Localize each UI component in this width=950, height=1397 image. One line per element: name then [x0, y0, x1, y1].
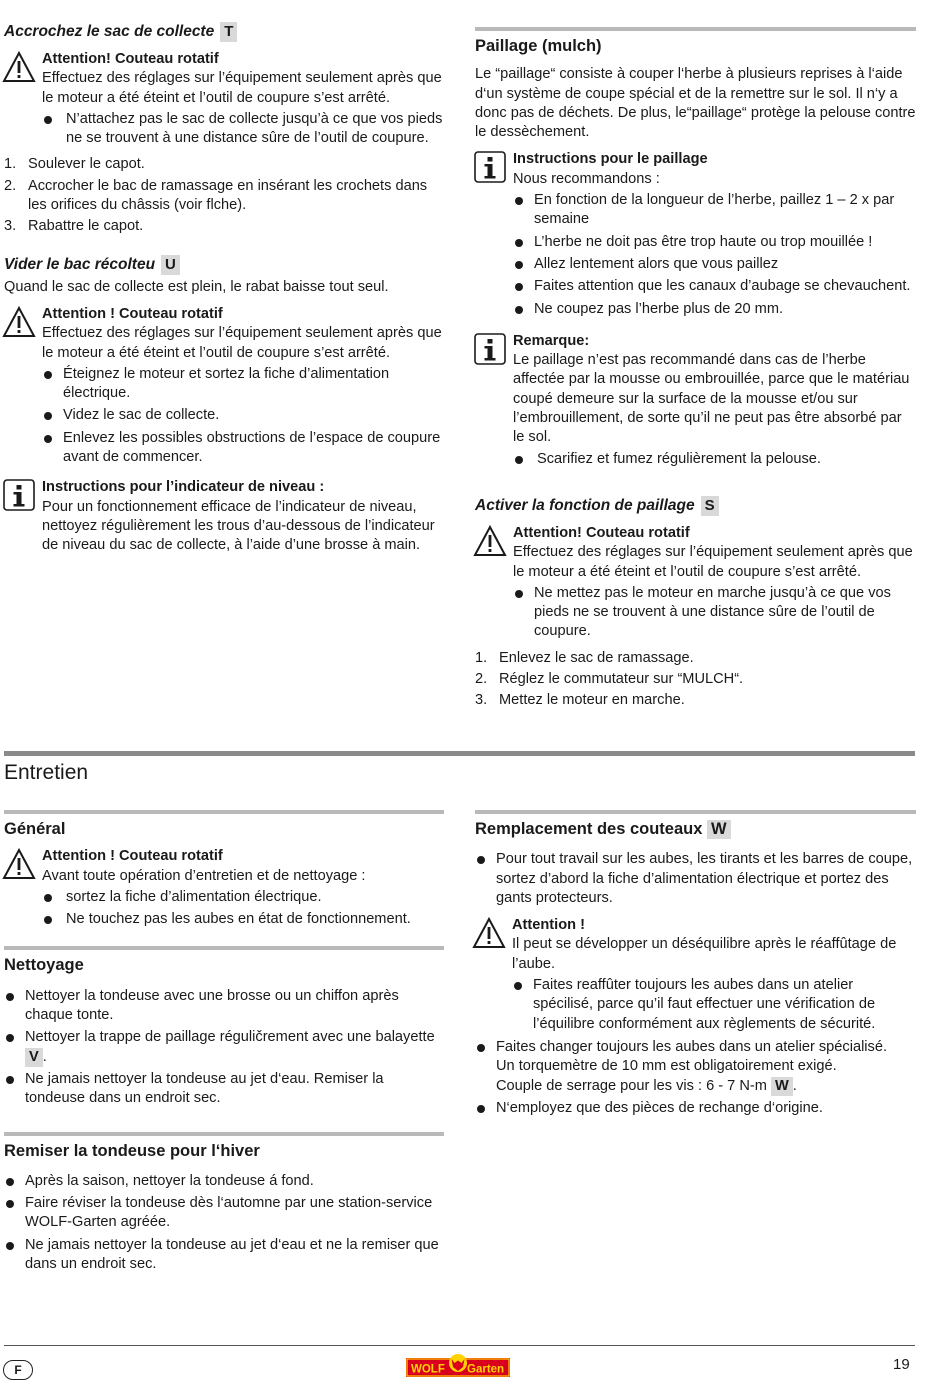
list-item: Faites reaffûter toujours les aubes dans un atelier spécilisé, parce qu’il faut effectuer une vérification de l’équilibre conformément aux règlements de sécurité.: [512, 976, 916, 1034]
note-text: Effectuez des réglages sur l’équipement seulement après que le moteur a été éteint et l’outil de coupure s’est arrêté.: [42, 325, 442, 361]
list-item: L’herbe ne doit pas être trop haute ou trop mouillée !: [513, 233, 916, 252]
warning-triangle-icon: [473, 524, 507, 558]
chapter-title: Entretien: [4, 761, 89, 784]
note-title: Attention ! Couteau rotatif: [42, 305, 223, 322]
chapter-header: [4, 751, 915, 782]
left-column-bottom: [4, 810, 444, 1277]
list-item: 3. Mettez le moteur en marche.: [475, 692, 685, 709]
note-text: Effectuez des réglages sur l’équipement seulement après que le moteur a été éteint et l’outil de coupure s’est arrêté.: [42, 70, 442, 106]
list-item: Videz le sac de collecte.: [42, 406, 444, 425]
intro-text: Quand le sac de collecte est plein, le rabat baisse tout seul.: [4, 278, 389, 295]
section-heading-activate-mulch: Activer la fonction de paillage S: [475, 496, 916, 516]
remark-note: [475, 332, 916, 472]
list-item: sortez la fiche d’alimentation électrique.: [42, 888, 444, 907]
blades-list: [475, 850, 916, 908]
section-winter: [4, 1132, 444, 1161]
section-cleaning: [4, 946, 444, 975]
note-text: Le paillage n’est pas recommandé dans cas de l’herbe affectée par la mousse ou embrouillée, parce que le matériau coupé demeure sur la surface de la mousse et/ou sur l’embrouillement, de sorte qu’il ne peut pas être absorbé par le sol.: [513, 352, 910, 446]
note-bullets: [42, 888, 444, 930]
list-item: Ne coupez pas l’herbe plus de 20 mm.: [513, 300, 916, 319]
winter-list: [4, 1172, 444, 1274]
note-title: Attention! Couteau rotatif: [513, 524, 690, 541]
section-heading-cleaning: Nettoyage: [4, 956, 84, 975]
list-item: Faites changer toujours les aubes dans un atelier spécialisé. Un torquemètre de 10 mm est obligatoirement exigé. Couple de serrage pour les vis : 6 - 7 N-m W .: [475, 1038, 916, 1096]
list-item: 3. Rabattre le capot.: [4, 218, 144, 235]
left-column-top: [4, 22, 444, 556]
list-item: 1. Enlevez le sac de ramassage.: [475, 649, 694, 666]
section-heading-general: Général: [4, 820, 66, 838]
info-icon: [473, 150, 507, 184]
section-heading-empty-bag: Vider le bac récolteu U: [4, 255, 444, 275]
right-column-top: [475, 27, 916, 713]
figure-tag: V: [25, 1048, 43, 1067]
note-text: Effectuez des réglages sur l’équipement seulement après que le moteur a été éteint et l’outil de coupure s’est arrêté.: [513, 544, 913, 580]
note-title: Attention ! Couteau rotatif: [42, 848, 223, 865]
list-item: Nettoyer la tondeuse avec une brosse ou un chiffon après chaque tonte.: [4, 987, 444, 1026]
info-icon: [2, 478, 36, 512]
language-badge: F: [3, 1360, 33, 1380]
section-general: [4, 810, 444, 839]
section-heading-attach-bag: Accrochez le sac de collecte T: [4, 22, 444, 42]
note-bullets: [513, 191, 916, 319]
figure-tag: T: [220, 22, 237, 42]
warning-note: [475, 524, 916, 645]
section-heading-winter: Remiser la tondeuse pour l‘hiver: [4, 1141, 260, 1160]
note-title: Attention! Couteau rotatif: [42, 51, 219, 67]
cleaning-list: [4, 987, 444, 1109]
warning-triangle-icon: [2, 50, 36, 84]
note-bullets: [42, 110, 444, 149]
logo-garten-text: Garten: [467, 1363, 505, 1376]
list-item: Faites attention que les canaux d’aubage se chevauchent.: [513, 277, 916, 296]
list-item: Ne jamais nettoyer la tondeuse au jet d‘eau et ne la remiser que dans un endroit sec.: [4, 1236, 444, 1275]
figure-tag: W: [707, 820, 731, 839]
intro-text: Le “paillage“ consiste à couper l‘herbe à plusieurs reprises à l‘aide d‘un système de coupe spécial et de la remettre sur le sol. Il n‘y a donc pas de déchets. De plus, le“paillage“ protège la pelouse contre le dessèchement.: [475, 66, 916, 141]
list-item: Ne touchez pas les aubes en état de fonctionnement.: [42, 910, 444, 929]
list-item: Scarifiez et fumez régulièrement la pelouse.: [513, 450, 916, 469]
footer-rule: [4, 1345, 915, 1346]
section-heading-blades: Remplacement des couteaux W: [475, 820, 916, 839]
note-title: Remarque:: [513, 332, 590, 349]
note-text: Pour un fonctionnement efficace de l’indicateur de niveau, nettoyez régulièrement les trous d’au-dessous de l’indicateur de niveau du sac de collecte, à l’aide d’une brosse à main.: [42, 498, 435, 554]
figure-tag: U: [161, 255, 180, 275]
wolf-garten-logo: [406, 1354, 510, 1380]
warning-note: [4, 305, 444, 470]
note-bullets: [513, 584, 916, 642]
page-number: 19: [893, 1356, 910, 1373]
note-text: Il peut se développer un déséquilibre après le réaffûtage de l’aube.: [512, 936, 897, 972]
right-column-bottom: [475, 810, 916, 1121]
list-item: En fonction de la longueur de l’herbe, paillez 1 – 2 x par semaine: [513, 191, 916, 230]
note-bullets: [42, 365, 444, 467]
list-item: Ne jamais nettoyer la tondeuse au jet d‘eau. Remiser la tondeuse dans un endroit sec.: [4, 1070, 444, 1109]
list-item: Nettoyer la trappe de paillage réguličrement avec une balayette V .: [4, 1028, 444, 1067]
steps-list: [475, 649, 916, 711]
steps-list: [4, 155, 444, 236]
note-text: Avant toute opération d’entretien et de nettoyage :: [42, 867, 366, 884]
list-item: 2. Réglez le commutateur sur “MULCH“.: [475, 671, 744, 688]
warning-triangle-icon: [2, 847, 36, 881]
section-heading-mulch: Paillage (mulch): [475, 37, 602, 55]
warning-triangle-icon: [472, 916, 506, 950]
list-item: Faire réviser la tondeuse dès l‘automne par une station-service WOLF-Garten agréée.: [4, 1194, 444, 1233]
figure-tag: W: [771, 1077, 793, 1096]
list-item: 2. Accrocher le bac de ramassage en insérant les crochets dans les orifices du châssis (voir flche).: [4, 177, 428, 214]
list-item: Enlevez les possibles obstructions de l’espace de coupure avant de commencer.: [42, 429, 444, 468]
info-note: [475, 150, 916, 321]
note-title: Instructions pour le paillage: [513, 151, 708, 168]
blades-list-2: [475, 1038, 916, 1118]
logo-wolf-text: WOLF: [411, 1363, 445, 1376]
note-text: Nous recommandons :: [513, 170, 660, 187]
figure-tag: S: [701, 496, 719, 516]
note-bullets: [513, 450, 916, 469]
list-item: Après la saison, nettoyer la tondeuse á fond.: [4, 1172, 444, 1191]
warning-note: [4, 50, 444, 151]
warning-note: [474, 916, 916, 1037]
note-title: Instructions pour l’indicateur de niveau :: [42, 479, 325, 496]
list-item: 1. Soulever le capot.: [4, 156, 145, 173]
list-item: N’attachez pas le sac de collecte jusqu’à ce que vos pieds ne se trouvent à une distance sûre de l’outil de coupure.: [42, 110, 444, 149]
section-mulch: [475, 27, 916, 56]
warning-note: [4, 847, 444, 932]
list-item: Pour tout travail sur les aubes, les tirants et les barres de coupe, sortez d’abord la fiche d’alimentation électrique et portez des gants protecteurs.: [475, 850, 916, 908]
list-item: Allez lentement alors que vous paillez: [513, 255, 916, 274]
info-note: [4, 478, 444, 555]
info-icon: [473, 332, 507, 366]
note-bullets: [512, 976, 916, 1034]
note-title: Attention !: [512, 917, 585, 934]
list-item: N‘employez que des pièces de rechange d‘origine.: [475, 1099, 916, 1118]
list-item: Éteignez le moteur et sortez la fiche d’alimentation électrique.: [42, 365, 444, 404]
warning-triangle-icon: [2, 305, 36, 339]
list-item: Ne mettez pas le moteur en marche jusqu’à ce que vos pieds ne se trouvent à une distance sûre de l’outil de coupure.: [513, 584, 916, 642]
section-blades: [475, 810, 916, 839]
